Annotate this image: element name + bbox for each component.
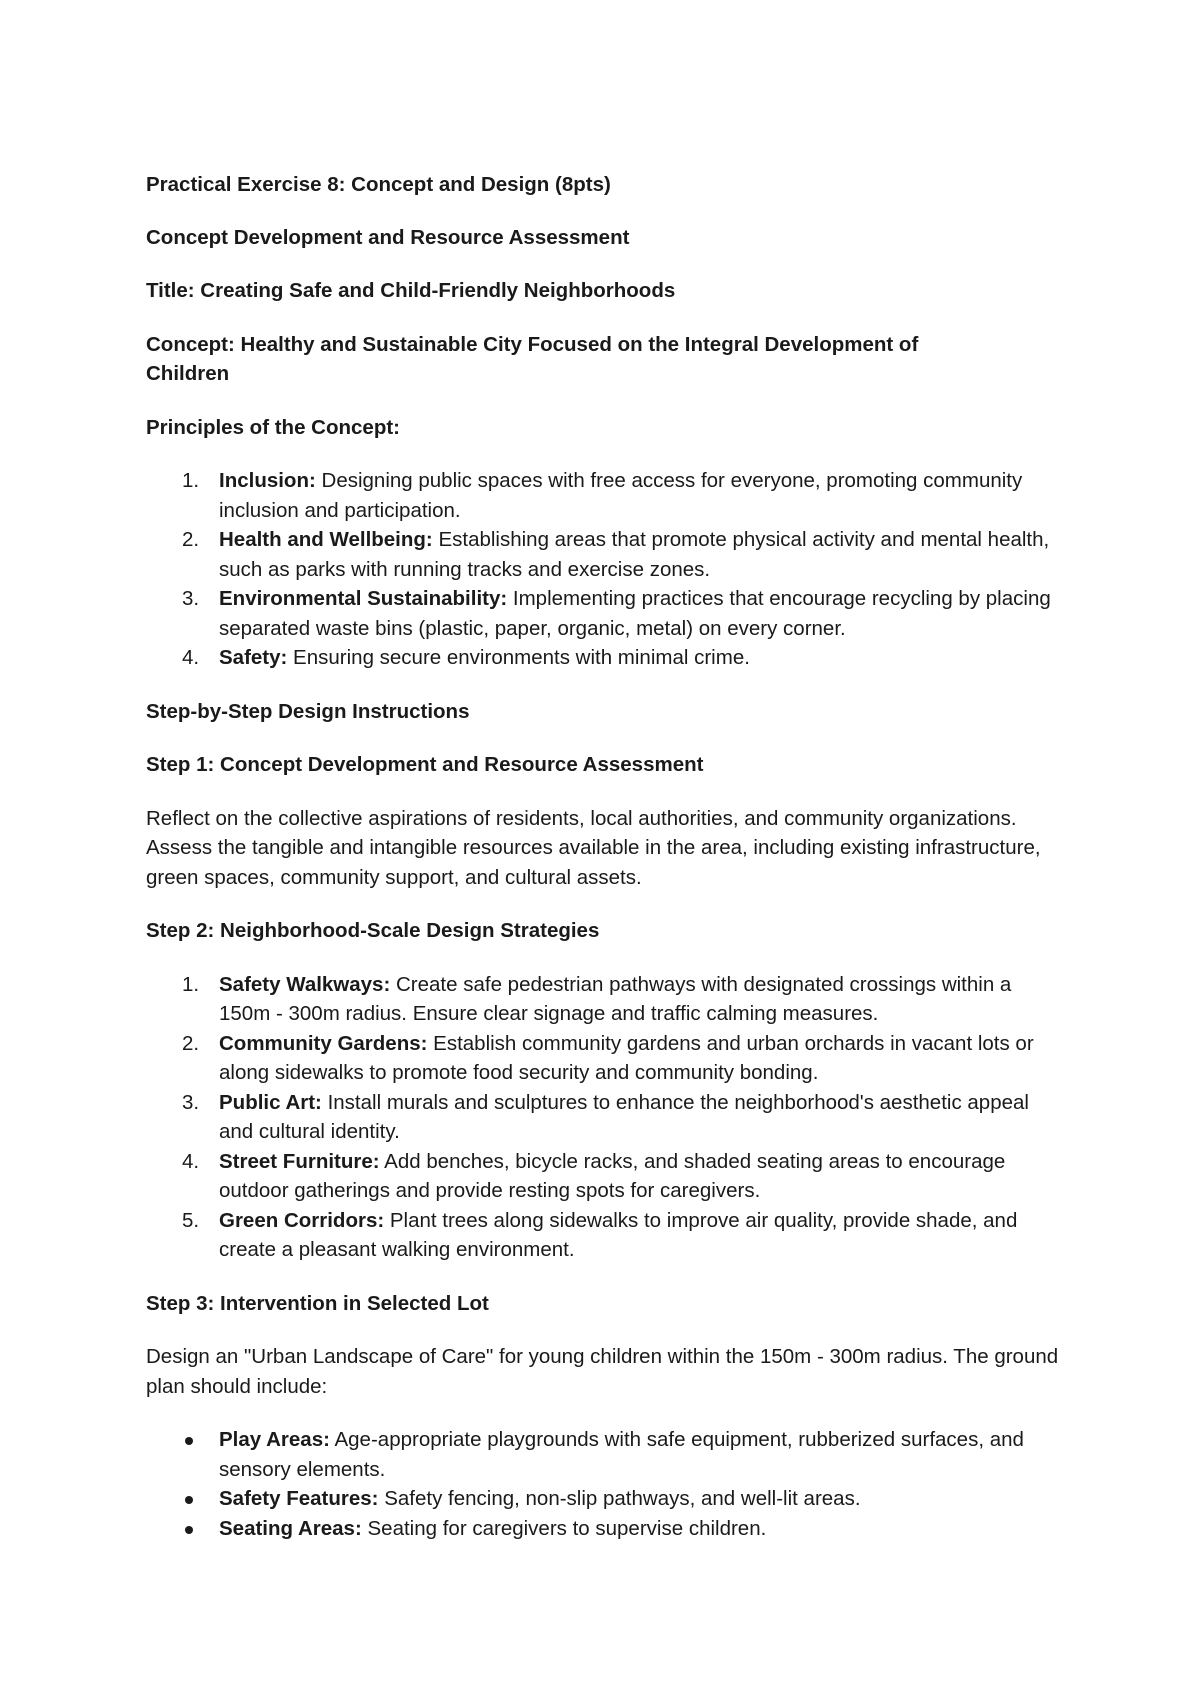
list-number: 1. bbox=[182, 972, 200, 996]
step3-heading: Step 3: Intervention in Selected Lot bbox=[146, 1291, 489, 1315]
principles-list bbox=[146, 466, 1066, 673]
list-number: 4. bbox=[182, 646, 200, 669]
concept-line-continued: Children bbox=[146, 362, 230, 385]
principles-heading: Principles of the Concept: bbox=[146, 415, 400, 439]
list-number: 3. bbox=[182, 1090, 200, 1114]
list-item bbox=[146, 1147, 1066, 1206]
concept-block bbox=[146, 330, 1066, 389]
document-title: Practical Exercise 8: Concept and Design (8pts) bbox=[146, 173, 611, 196]
list-text: Plant trees along sidewalks to improve air quality, provide shade, and create a pleasant walking environment. bbox=[219, 1208, 1018, 1261]
step2-heading: Step 2: Neighborhood-Scale Design Strategies bbox=[146, 919, 600, 942]
list-text: Install murals and sculptures to enhance the neighborhood's aesthetic appeal and cultural identity. bbox=[219, 1090, 1029, 1143]
strategies-list bbox=[146, 970, 1066, 1265]
list-text: Implementing practices that encourage recycling by placing separated waste bins (plastic, paper, organic, metal) on every corner. bbox=[219, 587, 1051, 640]
list-term: Seating Areas: bbox=[219, 1516, 362, 1540]
step3-paragraph: Design an "Urban Landscape of Care" for young children within the 150m - 300m radius. The ground plan should include: bbox=[146, 1345, 1059, 1398]
plan-items-list bbox=[146, 1425, 1066, 1543]
step1-paragraph: Reflect on the collective aspirations of residents, local authorities, and community organizations. Assess the tangible and intangible resources available in the area, including existing infrastructure, green spaces, community support, and cultural assets. bbox=[146, 806, 1041, 889]
list-item bbox=[146, 1206, 1066, 1265]
step1-heading: Step 1: Concept Development and Resource Assessment bbox=[146, 753, 704, 776]
list-term: Environmental Sustainability: bbox=[219, 587, 508, 610]
document-page bbox=[146, 170, 1066, 1543]
list-term: Community Gardens: bbox=[219, 1031, 428, 1055]
list-item bbox=[146, 525, 1066, 584]
list-term: Public Art: bbox=[219, 1090, 322, 1114]
list-item bbox=[146, 1425, 1066, 1484]
list-item bbox=[146, 970, 1066, 1029]
bullet-icon bbox=[185, 1496, 193, 1504]
list-item bbox=[146, 1514, 1066, 1544]
list-text: Safety fencing, non-slip pathways, and well-lit areas. bbox=[378, 1487, 861, 1510]
list-text: Create safe pedestrian pathways with designated crossings within a 150m - 300m radius. Ensure clear signage and traffic calming measures. bbox=[219, 972, 1012, 1025]
list-text: Establish community gardens and urban orchards in vacant lots or along sidewalks to promote food security and community bonding. bbox=[219, 1031, 1034, 1084]
list-number: 4. bbox=[182, 1149, 200, 1173]
instructions-heading: Step-by-Step Design Instructions bbox=[146, 699, 470, 723]
list-number: 2. bbox=[182, 1031, 200, 1055]
list-term: Safety: bbox=[219, 646, 288, 669]
list-term: Street Furniture: bbox=[219, 1149, 380, 1173]
title-line: Title: Creating Safe and Child-Friendly Neighborhoods bbox=[146, 279, 676, 302]
list-term: Green Corridors: bbox=[219, 1208, 385, 1232]
bullet-icon bbox=[185, 1437, 193, 1445]
list-text: Seating for caregivers to supervise children. bbox=[361, 1516, 767, 1540]
bullet-icon bbox=[185, 1526, 193, 1534]
list-term: Safety Features: bbox=[219, 1487, 379, 1510]
list-number: 5. bbox=[182, 1208, 200, 1232]
list-number: 1. bbox=[182, 469, 200, 492]
list-item bbox=[146, 466, 1066, 525]
list-term: Safety Walkways: bbox=[219, 972, 391, 996]
list-text: Age-appropriate playgrounds with safe equipment, rubberized surfaces, and sensory elements. bbox=[219, 1428, 1024, 1481]
list-item bbox=[146, 1029, 1066, 1088]
list-number: 2. bbox=[182, 528, 200, 551]
list-text: Designing public spaces with free access for everyone, promoting community inclusion and participation. bbox=[219, 469, 1023, 522]
section-subtitle: Concept Development and Resource Assessment bbox=[146, 225, 630, 249]
list-term: Inclusion: bbox=[219, 469, 316, 492]
list-term: Play Areas: bbox=[219, 1428, 330, 1451]
list-text: Establishing areas that promote physical activity and mental health, such as parks with running tracks and exercise zones. bbox=[219, 528, 1050, 581]
list-text: Ensuring secure environments with minimal crime. bbox=[287, 646, 750, 669]
list-item bbox=[146, 643, 1066, 673]
list-term: Health and Wellbeing: bbox=[219, 528, 433, 551]
list-text: Add benches, bicycle racks, and shaded seating areas to encourage outdoor gatherings and provide resting spots for caregivers. bbox=[219, 1149, 1006, 1202]
list-number: 3. bbox=[182, 587, 200, 610]
list-item bbox=[146, 584, 1066, 643]
list-item bbox=[146, 1088, 1066, 1147]
concept-line: Concept: Healthy and Sustainable City Focused on the Integral Development of bbox=[146, 332, 919, 356]
list-item bbox=[146, 1484, 1066, 1514]
